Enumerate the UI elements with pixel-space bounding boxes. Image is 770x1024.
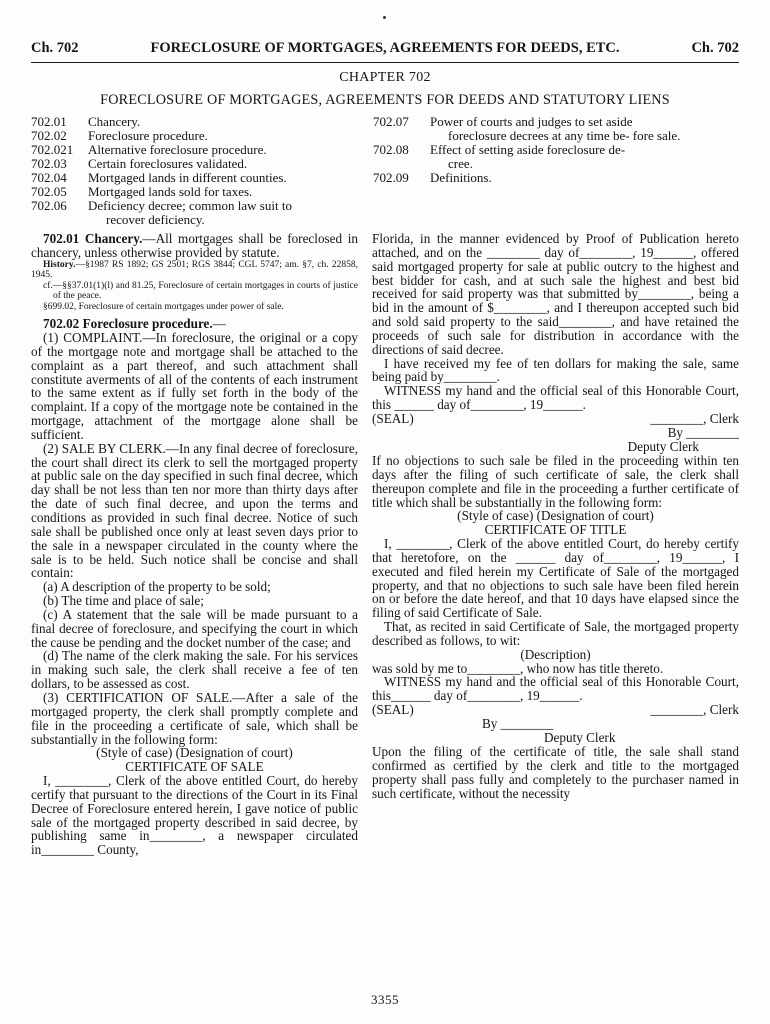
clause-d: (d) The name of the clerk making the sale. For his services in making such sale, the clerk shall receive a fee of ten dollars, to be assessed as cost.	[31, 648, 358, 692]
toc-text	[88, 199, 361, 227]
clerk-signature: ________, Clerk	[650, 702, 739, 718]
by-line	[372, 426, 739, 440]
header-running-title: FORECLOSURE OF MORTGAGES, AGREEMENTS FOR DEEDS, ETC.	[150, 40, 620, 56]
toc-entry	[31, 185, 361, 199]
toc-entry	[31, 171, 361, 185]
by-signature: By ________	[667, 424, 739, 440]
header-chapter-right: Ch. 702	[691, 40, 739, 56]
style-of-case-line: (Style of case) (Designation of court)	[457, 508, 654, 524]
paragraph-sale-by-clerk: (2) SALE BY CLERK.—In any final decree of foreclosure, the court shall direct its clerk to sell the mortgaged property at public sale on the day specified in such final decree, which day shall be not less than ten nor more than thirty days after the date of such final decree, and upon the terms and conditions as provided in such final decree. Notice of such sale shall be published once only at least seven days prior to the sale in a newspaper circulated in the county where the sale is to be held. Such notice shall be concise and shall contain:	[31, 440, 358, 581]
toc-number: 702.06	[31, 198, 67, 213]
toc-number: 702.04	[31, 170, 67, 185]
toc-text: Definitions.	[430, 170, 492, 185]
toc-left	[31, 115, 361, 227]
left-column	[31, 232, 358, 974]
page-number: 3355	[371, 992, 399, 1007]
certificate-of-title-body: I, ________, Clerk of the above entitled Court, do hereby certify that heretofore, on the ______ day of________, 19______, I executed and filed herein my Certificate of Sale of the mortgaged property, and that no objections to such sale have been filed herein on or before the date hereof, and that 10 days have elapsed since the filing of said Certificate of Sale.	[372, 536, 739, 621]
section-text: —All mortgages shall be foreclosed in chancery, unless otherwise provided by statute.	[31, 232, 358, 260]
clause-c: (c) A statement that the sale will be made pursuant to a final decree of foreclosure, and specifying the court in which the cause be pending and the docket number of the case; and	[31, 606, 358, 650]
toc-entry	[31, 199, 361, 227]
clause-a: (a) A description of the property to be sold;	[43, 579, 271, 595]
toc-entry	[31, 129, 361, 143]
deputy-clerk-label: Deputy Clerk	[627, 438, 699, 454]
toc-text-main: Deficiency decree; common law suit to	[88, 198, 292, 213]
toc-text: Certain foreclosures validated.	[88, 156, 248, 171]
section-heading: 702.02 Foreclosure procedure.	[43, 316, 213, 332]
toc-number: 702.02	[31, 128, 67, 143]
toc-text-continued: recover deficiency.	[106, 212, 205, 227]
toc-text: Foreclosure procedure.	[88, 128, 208, 143]
witness-clause: WITNESS my hand and the official seal of this Honorable Court, this ______ day of________, 19______.	[372, 383, 739, 413]
description-placeholder: (Description)	[520, 646, 591, 662]
objection-paragraph: If no objections to such sale be filed in the proceeding within ten days after the filing of such certificate of sale, the clerk shall thereupon complete and file in the proceeding a further certificate of title which shall be substantially in the following form:	[372, 452, 739, 510]
cross-reference: cf.—§§37.01(1)(l) and 81.25, Foreclosure of certain mortgages in courts of justice of the peace.	[43, 280, 358, 302]
paragraph-complaint: (1) COMPLAINT.—In foreclosure, the original or a copy of the mortgage note and mortgage shall be attached to the complaint as a part thereof, and such attachment shall constitute averments of all of the contents of each instrument to the same extent as if fully set forth in the body of the complaint. If a copy of the mortgage note be contained in the mortgage, attachment of the mortgage alone shall be sufficient.	[31, 330, 358, 442]
signature-line	[372, 412, 739, 426]
header-chapter-left: Ch. 702	[31, 40, 79, 56]
sold-to-line: was sold by me to________, who now has title thereto.	[372, 660, 664, 676]
clause-b: (b) The time and place of sale;	[43, 593, 204, 609]
toc-text: Mortgaged lands sold for taxes.	[88, 184, 253, 199]
chapter-title: FORECLOSURE OF MORTGAGES, AGREEMENTS FOR DEEDS AND STATUTORY LIENS	[100, 92, 670, 108]
toc-number: 702.01	[31, 114, 67, 129]
seal-label: (SEAL)	[372, 702, 414, 718]
toc-text: Mortgaged lands in different counties.	[88, 170, 287, 185]
deputy-clerk-label: Deputy Clerk	[544, 730, 616, 746]
toc-right	[373, 115, 739, 185]
toc-text: Alternative foreclosure procedure.	[88, 142, 267, 157]
deputy-line	[372, 440, 739, 454]
running-header	[31, 40, 739, 63]
toc-number: 702.09	[373, 170, 409, 185]
paragraph-certification-of-sale: (3) CERTIFICATION OF SALE.—After a sale of the mortgaged property, the clerk shall promptly complete and file in the proceeding a certificate of sale, which shall be substantially in the following form:	[31, 689, 358, 747]
by-line	[372, 717, 739, 731]
section-702-02-heading	[31, 317, 358, 331]
toc-text	[430, 143, 739, 171]
toc-number: 702.07	[373, 114, 409, 129]
section-702-01	[31, 232, 358, 260]
certificate-of-title-title: CERTIFICATE OF TITLE	[484, 522, 627, 538]
heading-dash: —	[212, 316, 226, 332]
toc-text-continued: cree.	[448, 156, 473, 171]
history-line	[31, 260, 358, 281]
seal-label: (SEAL)	[372, 410, 414, 426]
toc-entry	[31, 115, 361, 129]
toc-entry	[373, 115, 739, 143]
fee-statement: I have received my fee of ten dollars for making the sale, same being paid by________.	[372, 355, 739, 385]
chapter-number-heading: CHAPTER 702	[339, 70, 431, 85]
history-text: —§1987 RS 1892; GS 2501; RGS 3844; CGL 5747; am. §7, ch. 22858, 1945.	[31, 259, 358, 281]
deputy-line	[372, 731, 739, 745]
toc-number: 702.021	[31, 142, 74, 157]
toc-number: 702.08	[373, 142, 409, 157]
toc-number: 702.03	[31, 156, 67, 171]
speck-mark	[383, 16, 386, 19]
clerk-signature: ________, Clerk	[650, 410, 739, 426]
toc-entry	[373, 143, 739, 171]
witness-clause: WITNESS my hand and the official seal of this Honorable Court, this______ day of________, 19______.	[372, 674, 739, 704]
certificate-of-sale-title: CERTIFICATE OF SALE	[125, 759, 264, 775]
toc-text: Chancery.	[88, 114, 141, 129]
section-heading: 702.01 Chancery.	[43, 232, 143, 246]
history-note	[31, 260, 358, 313]
toc-entry	[31, 143, 361, 157]
certificate-of-sale-body: I, ________, Clerk of the above entitled Court, do hereby certify that pursuant to the directions of the Court in its Final Decree of Foreclosure entered herein, I gave notice of public sale of the mortgaged property described in said decree, by publishing same in________, a newspaper circulated in________ County,	[31, 773, 358, 858]
toc-entry	[373, 171, 739, 185]
toc-number: 702.05	[31, 184, 67, 199]
cross-reference: §699.02, Foreclosure of certain mortgages under power of sale.	[43, 301, 284, 312]
toc-text	[430, 115, 739, 143]
toc-text-continued: foreclosure decrees at any time be- fore sale.	[448, 128, 681, 143]
history-label: History.	[43, 259, 76, 270]
right-column	[372, 232, 739, 974]
recital-paragraph: That, as recited in said Certificate of Sale, the mortgaged property described as follows, to wit:	[372, 619, 739, 648]
style-of-case-line: (Style of case) (Designation of court)	[96, 745, 293, 761]
by-signature: By ________	[482, 716, 554, 732]
toc-text-main: Power of courts and judges to set aside	[430, 114, 633, 129]
toc-entry	[31, 157, 361, 171]
confirmation-paragraph: Upon the filing of the certificate of title, the sale shall stand confirmed as certified by the clerk and title to the mortgaged property shall pass fully and completely to the purchaser named in such certificate, without the necessity	[372, 744, 739, 801]
certificate-of-sale-continued: Florida, in the manner evidenced by Proof of Publication hereto attached, and on the ________ day of________, 19______, offered said mortgaged property for sale at public outcry to the highest and best bidder for cash, and at such sale the highest and best bid received for said property was that submitted by________, being a bid in the amount of $________, and I thereupon accepted such bid and sold said property to the said________, and have retained the proceeds of such sale for distribution in accordance with the directions of said decree.	[372, 232, 739, 357]
toc-text-main: Effect of setting aside foreclosure de-	[430, 142, 626, 157]
signature-line	[372, 703, 739, 717]
